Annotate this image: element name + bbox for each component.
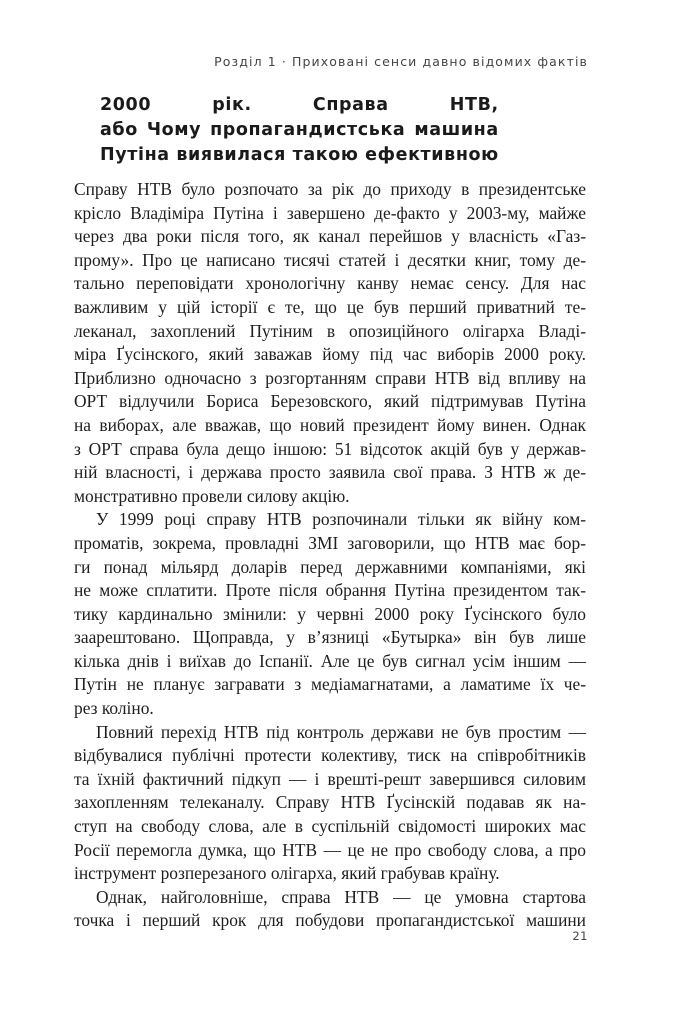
paragraph-2: [74, 508, 586, 720]
text-line: Путін не планує загравати з медіамагнатами, а ламатиме їх че-: [74, 674, 586, 695]
paragraph-1: [74, 178, 586, 508]
text-line: не може сплатити. Проте після обрання Путіна президентом так-: [74, 580, 586, 601]
text-line: кілька днів і виїхав до Іспанії. Але це був сигнал усім іншим —: [74, 650, 586, 671]
text-line: захопленням телеканалу. Справу НТВ Ґусінскій подавав як на-: [74, 792, 586, 813]
text-line: Справу НТВ було розпочато за рік до приходу в президентське: [74, 179, 586, 199]
text-line: ступ на свободу слова, але в суспільній свідомості широких мас: [74, 816, 586, 837]
text-line: з ОРТ справа була дещо іншою: 51 відсоток акцій був у держав-: [74, 438, 586, 459]
text-line: рез коліно.: [74, 698, 154, 719]
text-line: Приблизно одночасно з розгортанням справи НТВ від впливу на: [74, 367, 586, 388]
text-line: на виборах, але вважав, що новий президент йому винен. Однак: [74, 414, 586, 435]
chapter-title-line: 2000 рік. Справа НТВ,: [100, 95, 499, 115]
chapter-title-line: Путіна виявилася такою ефективною: [100, 145, 499, 165]
text-line: Однак, найголовніше, справа НТВ — це умовна стартова: [96, 886, 586, 907]
text-line: важливим у цій історії є те, що це був перший приватний те-: [74, 296, 586, 317]
text-line: інструмент розперезаного олігарха, який грабував країну.: [74, 863, 500, 884]
text-line: ги понад мільярд доларів перед державними компаніями, які: [74, 556, 586, 577]
paragraph-4: [74, 886, 586, 933]
text-line: відбувалися публічні протести колективу, тиск на співробітників: [74, 745, 586, 766]
paragraph-3: [74, 721, 586, 886]
text-line: У 1999 році справу НТВ розпочинали тільки як війну ком-: [96, 509, 586, 530]
text-line: заарештовано. Щоправда, у в’язниці «Бутырка» він був лише: [74, 627, 586, 648]
text-line: ній власності, і держава просто заявила свої права. З НТВ ж де-: [74, 462, 586, 483]
text-line: та їхній фактичний підкуп — і врешті-решт завершився силовим: [74, 768, 586, 789]
chapter-title-line: або Чому пропагандистська машина: [100, 120, 499, 140]
page-number: 21: [572, 929, 588, 943]
text-line: міра Ґусінского, який заважав йому під час виборів 2000 року.: [74, 344, 586, 365]
text-line: тику кардинально змінили: у червні 2000 року Ґусінского було: [74, 603, 586, 624]
text-line: прому». Про це написано тисячі статей і десятки книг, тому де-: [74, 249, 586, 270]
text-line: через два роки після того, як канал перейшов у власність «Газ-: [74, 226, 586, 247]
text-line: тально переповідати хронологічну канву немає сенсу. Для нас: [74, 273, 586, 294]
text-line: монстративно провели силову акцію.: [74, 485, 350, 506]
text-line: ОРТ відлучили Бориса Березовского, який підтримував Путіна: [74, 391, 586, 412]
body-text: [74, 178, 586, 933]
text-line: крісло Владіміра Путіна і завершено де-факто у 2003-му, майже: [74, 202, 586, 223]
text-line: Повний перехід НТВ під контроль держави не був простим —: [96, 721, 586, 742]
text-line: точка і перший крок для побудови пропагандистської машини: [74, 910, 586, 931]
text-line: Росії перемогла думка, що НТВ — це не про свободу слова, а про: [74, 839, 586, 860]
chapter-title: [100, 93, 499, 168]
text-line: леканал, захоплений Путіним в опозиційного олігарха Владі-: [74, 320, 586, 341]
running-header: Розділ 1 · Приховані сенси давно відомих фактів: [214, 54, 588, 69]
text-line: проматів, зокрема, провладні ЗМІ заговорили, що НТВ має бор-: [74, 532, 586, 553]
